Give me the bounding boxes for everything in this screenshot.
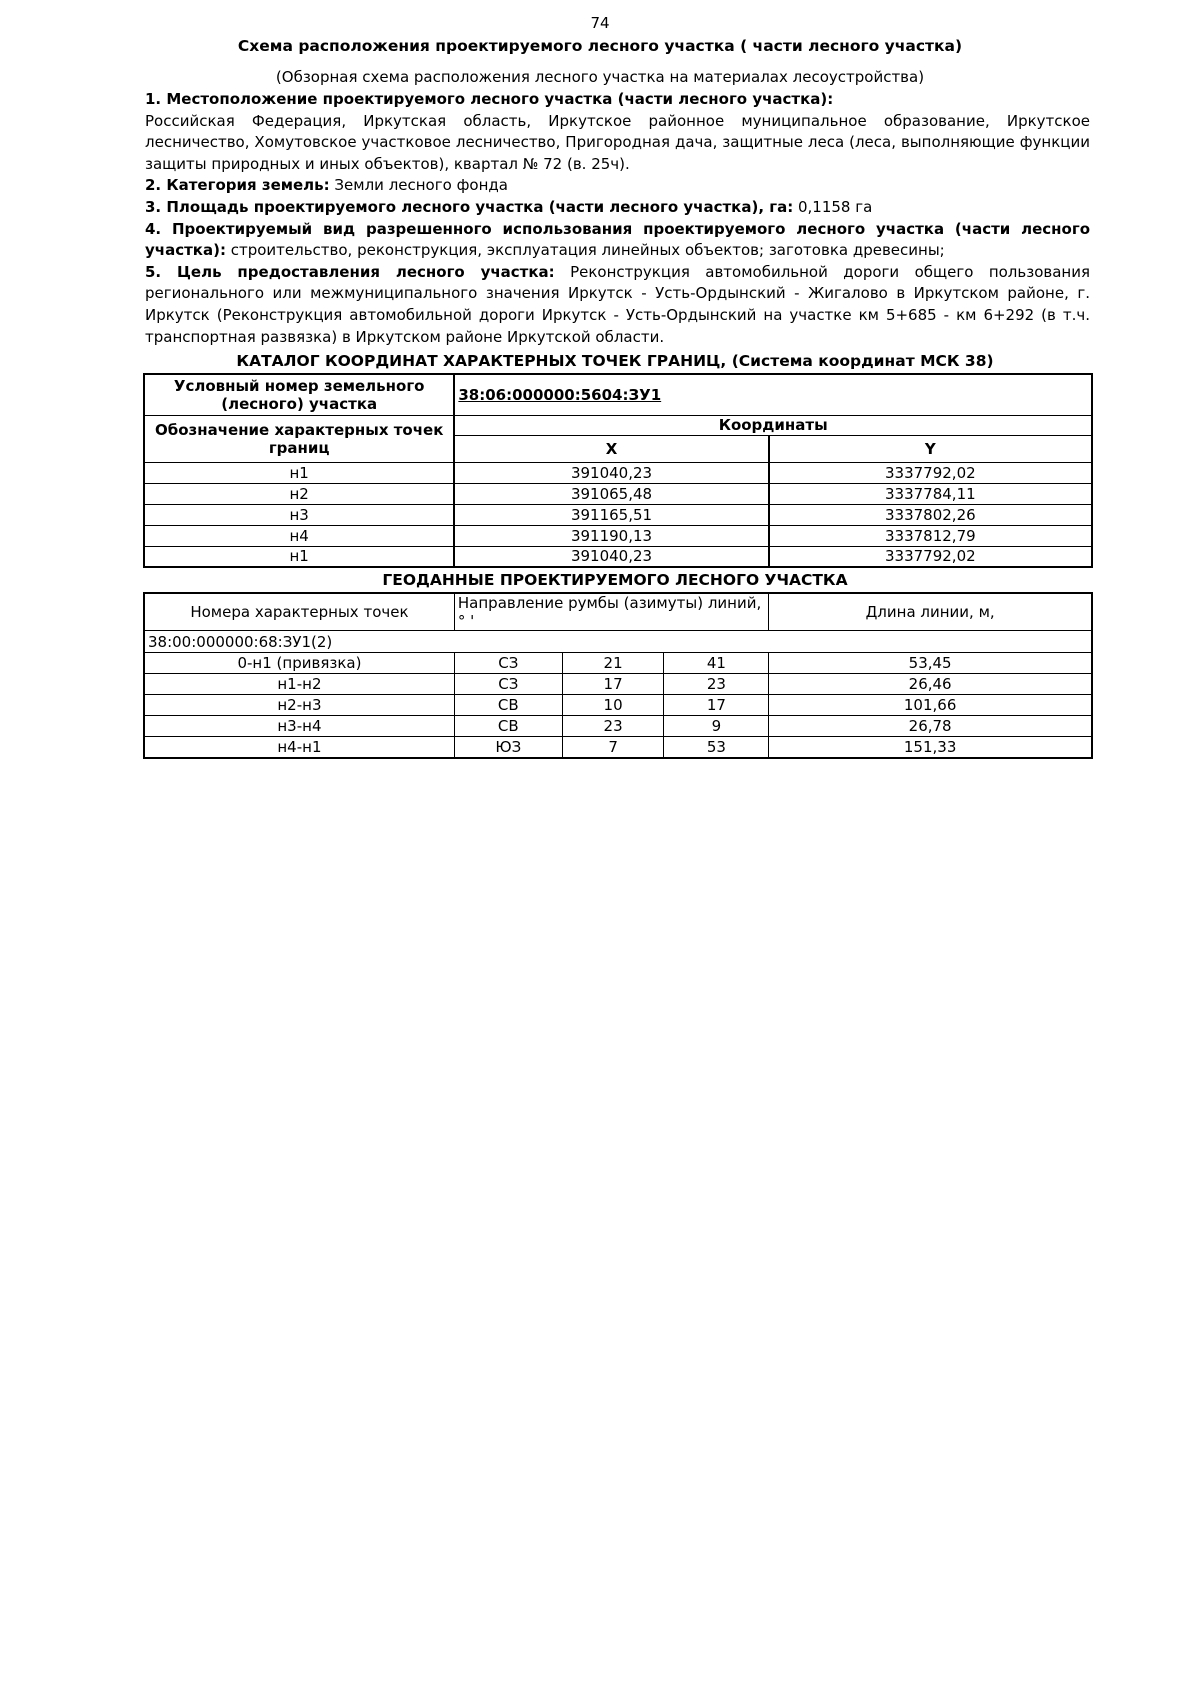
degrees-cell: 10 — [562, 695, 664, 716]
plot-description — [145, 89, 1090, 348]
points-header: Обозначение характерных точек границ — [144, 415, 454, 462]
length-cell: 26,78 — [769, 716, 1092, 737]
segment-cell: н3-н4 — [144, 716, 454, 737]
permitted-use-section — [145, 219, 1090, 262]
coord-table-row — [144, 483, 1092, 504]
area-section — [145, 197, 1090, 219]
geodata-row — [144, 653, 1092, 674]
minutes-cell: 23 — [664, 674, 769, 695]
length-cell: 26,46 — [769, 674, 1092, 695]
y-cell: 3337792,02 — [769, 546, 1092, 567]
geodata-row — [144, 695, 1092, 716]
segment-cell: 0-н1 (привязка) — [144, 653, 454, 674]
y-cell: 3337812,79 — [769, 525, 1092, 546]
point-cell: н3 — [144, 504, 454, 525]
x-cell: 391040,23 — [454, 462, 768, 483]
rhumb-cell: ЮЗ — [454, 737, 562, 758]
minutes-cell: 9 — [664, 716, 769, 737]
purpose-section — [145, 262, 1090, 348]
rhumb-cell: СЗ — [454, 653, 562, 674]
page-subtitle: (Обзорная схема расположения лесного участка на материалах лесоустройства) — [275, 68, 925, 86]
area-text: 0,1158 га — [793, 197, 873, 216]
length-cell: 151,33 — [769, 737, 1092, 758]
land-category-section — [145, 175, 1090, 197]
minutes-cell: 53 — [664, 737, 769, 758]
x-cell: 391040,23 — [454, 546, 768, 567]
degrees-cell: 7 — [562, 737, 664, 758]
rhumb-cell: СВ — [454, 695, 562, 716]
col-points-header: Номера характерных точек — [144, 593, 454, 631]
purpose-text: Реконструкция автомобильной дороги общего пользования регионального или межмуниципального значения Иркутск - Усть-Ордынский - Жигалово в Иркутском районе, г. Иркутск (Реконструкция автомобильной дороги Иркутск - Усть-Ордынский на участке км 5+685 - км 6+292 (в т.ч. транспортная развязка) в Иркутском районе Иркутской области. — [145, 262, 1090, 346]
col-direction-header: Направление румбы (азимуты) линий, ° ' — [454, 593, 768, 631]
point-cell: н2 — [144, 483, 454, 504]
land-category-text: Земли лесного фонда — [329, 176, 508, 195]
y-cell: 3337792,02 — [769, 462, 1092, 483]
coord-table-row — [144, 525, 1092, 546]
plot-number-label: Условный номер земельного (лесного) участка — [144, 374, 454, 415]
coordinates-header: Координаты — [454, 415, 1092, 435]
rhumb-cell: СВ — [454, 716, 562, 737]
x-cell: 391190,13 — [454, 525, 768, 546]
segment-cell: н4-н1 — [144, 737, 454, 758]
y-cell: 3337802,26 — [769, 504, 1092, 525]
permitted-use-label: 4. Проектируемый вид разрешенного использования проектируемого лесного участка (части лесного участка): — [145, 219, 1090, 260]
degrees-cell: 23 — [562, 716, 664, 737]
degrees-cell: 21 — [562, 653, 664, 674]
purpose-label: 5. Цель предоставления лесного участка: — [145, 262, 555, 281]
location-label: 1. Местоположение проектируемого лесного участка (части лесного участка): — [145, 90, 834, 108]
plot-number-value: 38:06:000000:5604:ЗУ1 — [454, 374, 1092, 415]
point-cell: н1 — [144, 462, 454, 483]
reference-plot-row: 38:00:000000:68:ЗУ1(2) — [144, 631, 1092, 653]
coord-table-row — [144, 462, 1092, 483]
coord-table-row — [144, 546, 1092, 567]
degrees-cell: 17 — [562, 674, 664, 695]
point-cell: н4 — [144, 525, 454, 546]
length-cell: 101,66 — [769, 695, 1092, 716]
y-header: Y — [769, 435, 1092, 462]
page-title: Схема расположения проектируемого лесного участка ( части лесного участка) — [237, 37, 963, 55]
x-cell: 391065,48 — [454, 483, 768, 504]
length-cell: 53,45 — [769, 653, 1092, 674]
location-section — [145, 89, 1090, 175]
page-number: 74 — [590, 14, 610, 32]
minutes-cell: 17 — [664, 695, 769, 716]
area-label: 3. Площадь проектируемого лесного участка (части лесного участка), га: — [145, 197, 794, 216]
point-cell: н1 — [144, 546, 454, 567]
x-cell: 391165,51 — [454, 504, 768, 525]
coordinate-catalog-table — [143, 373, 1093, 568]
segment-cell: н2-н3 — [144, 695, 454, 716]
geodata-row — [144, 716, 1092, 737]
minutes-cell: 41 — [664, 653, 769, 674]
geo-table-caption: ГЕОДАННЫЕ ПРОЕКТИРУЕМОГО ЛЕСНОГО УЧАСТКА — [382, 571, 848, 589]
y-cell: 3337784,11 — [769, 483, 1092, 504]
coord-table-row — [144, 504, 1092, 525]
col-length-header: Длина линии, м, — [769, 593, 1092, 631]
segment-cell: н1-н2 — [144, 674, 454, 695]
land-category-label: 2. Категория земель: — [145, 176, 330, 195]
permitted-use-text: строительство, реконструкция, эксплуатация линейных объектов; заготовка древесины; — [225, 241, 945, 260]
rhumb-cell: СЗ — [454, 674, 562, 695]
x-header: X — [454, 435, 768, 462]
geodata-row — [144, 674, 1092, 695]
location-text: Российская Федерация, Иркутская область, Иркутское районное муниципальное образование, Иркутское лесничество, Хомутовское участковое лесничество, Пригородная дача, защитные леса (леса, выполняющие функции защиты природных и иных объектов), квартал № 72 (в. 25ч). — [145, 111, 1090, 173]
geodata-row — [144, 737, 1092, 758]
coord-table-caption: КАТАЛОГ КООРДИНАТ ХАРАКТЕРНЫХ ТОЧЕК ГРАНИЦ, (Система координат МСК 38) — [236, 352, 994, 370]
geodata-table — [143, 592, 1093, 759]
